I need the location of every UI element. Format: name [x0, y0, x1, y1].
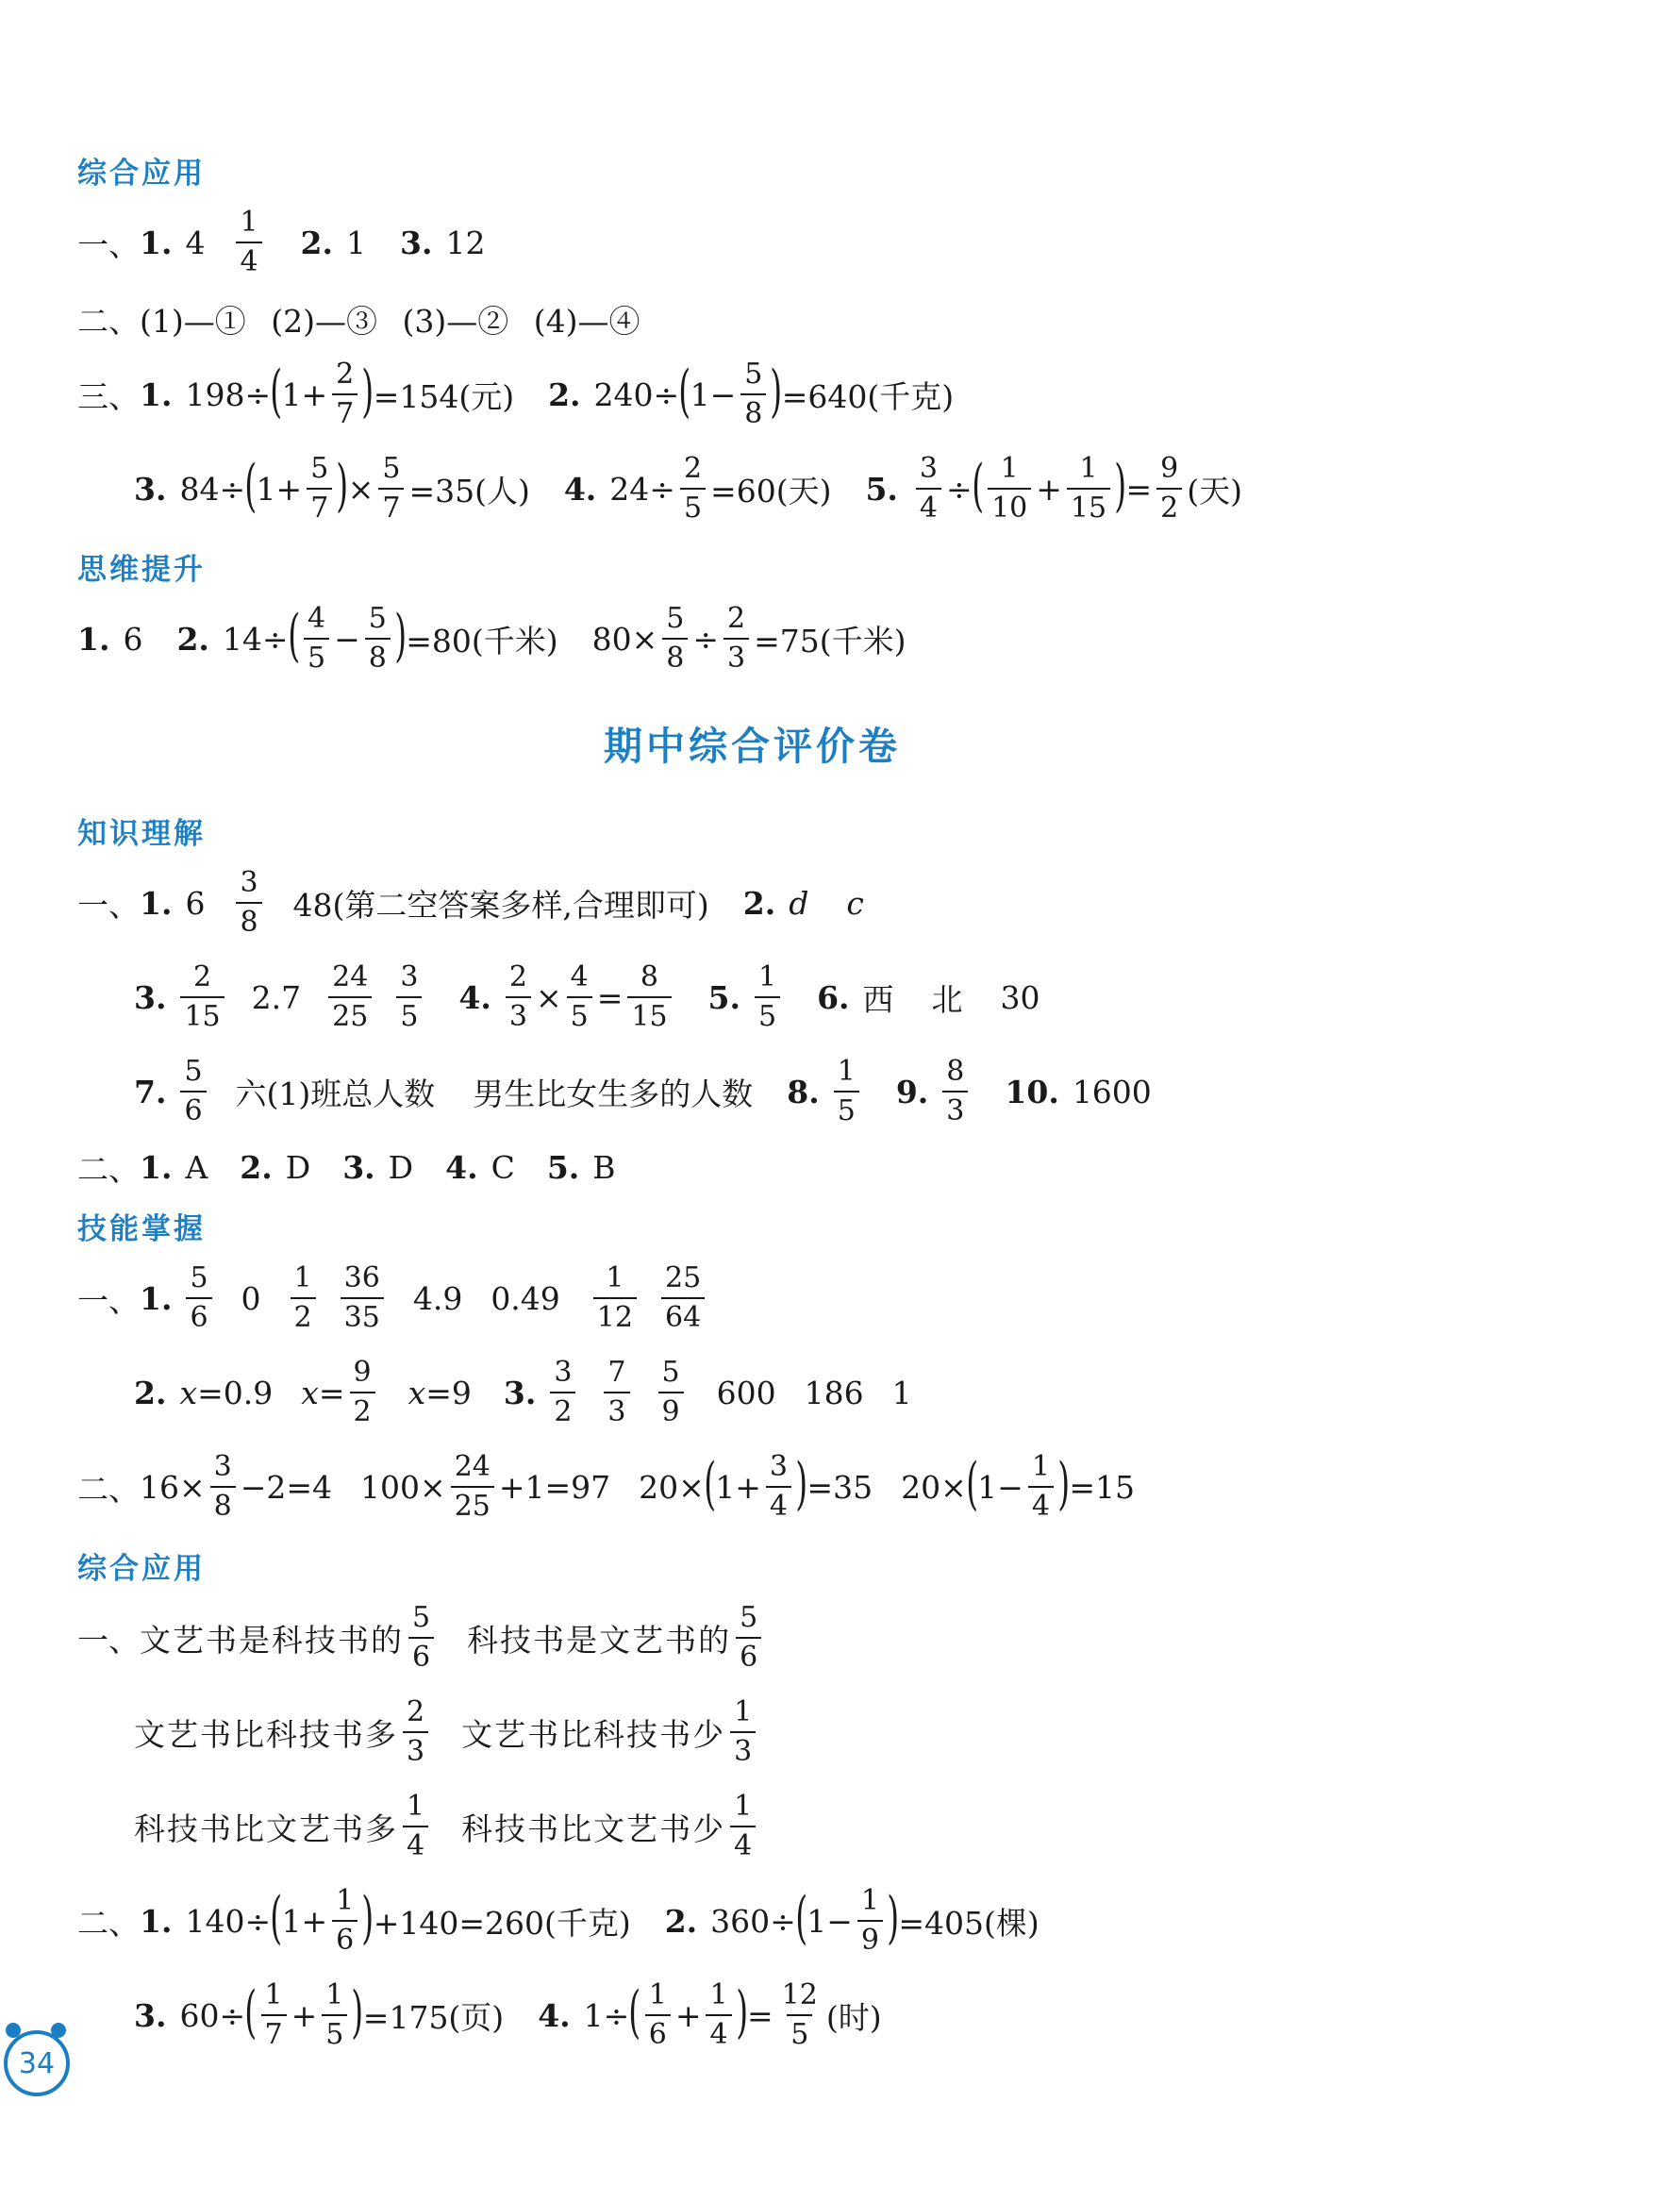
section-heading: 知识理解 — [77, 817, 206, 851]
fraction: $\frac{1}{4}$ — [706, 1981, 731, 2049]
fraction: $\frac{1}{4}$ — [236, 209, 261, 276]
page-title: 期中综合评价卷 — [604, 724, 901, 769]
answer-line: 三、 1. 198÷ ( 1+ $\frac{2}{7}$ ) =154(元) 2. 240÷ ( 1− $\frac{5}{8}$ ) =640(千克) — [77, 358, 955, 430]
fraction: $\frac{5}{7}$ — [378, 455, 404, 523]
answer-line: 文艺书比科技书多 $\frac{2}{3}$ 文艺书比科技书少 $\frac{1}{3}$ — [134, 1690, 760, 1775]
fraction: $\frac{3}{8}$ — [210, 1453, 236, 1521]
fraction: $\frac{1}{3}$ — [730, 1698, 756, 1766]
fraction: $\frac{1}{5}$ — [834, 1058, 859, 1126]
answer-line: 二、 1. A 2. D 3. D 4. C 5. B — [77, 1148, 616, 1188]
fraction: $\frac{1}{4}$ — [730, 1793, 756, 1860]
fraction: $\frac{1}{9}$ — [857, 1887, 883, 1955]
answer-line: 1. 6 2. 14÷ ( $\frac{4}{5}$ − $\frac{5}{8}$ ) =80(千米) 80× $\frac{5}{8}$ ÷ $\frac{2}{3}$ =75(千米) — [77, 602, 907, 675]
fraction: $\frac{8}{15}$ — [627, 963, 671, 1031]
fraction: $\frac{1}{7}$ — [261, 1981, 287, 2049]
fraction: $\frac{25}{64}$ — [661, 1264, 705, 1332]
fraction: $\frac{2}{3}$ — [403, 1698, 428, 1766]
fraction: $\frac{3}{2}$ — [550, 1359, 575, 1426]
fraction: $\frac{5}{6}$ — [736, 1604, 761, 1672]
fraction: $\frac{12}{5}$ — [781, 1978, 818, 2051]
fraction: $\frac{1}{4}$ — [1028, 1453, 1054, 1521]
answer-line: 一、 文艺书是科技书的 $\frac{5}{6}$ 科技书是文艺书的 $\frac{5}{6}$ — [77, 1595, 766, 1680]
fraction: $\frac{24}{25}$ — [328, 963, 372, 1031]
fraction: $\frac{5}{9}$ — [658, 1359, 684, 1426]
fraction: $\frac{3}{4}$ — [916, 455, 941, 523]
fraction: $\frac{1}{6}$ — [332, 1887, 358, 1955]
section-heading: 技能掌握 — [77, 1212, 206, 1246]
answer-line: 3. 84÷ ( 1+ $\frac{5}{7}$ ) × $\frac{5}{7}$ =35(人) 4. 24÷ $\frac{2}{5}$ =60(天) 5. $\frac{3}{4}$ ÷ ( $\frac{1}{10}$ + $\frac{1}{15}$ ) = $\frac{9}{2}$ (天) — [134, 452, 1243, 525]
fraction: $\frac{36}{35}$ — [341, 1264, 384, 1332]
fraction: $\frac{5}{6}$ — [180, 1058, 206, 1126]
answer-line: 二、 1. 140÷ ( 1+ $\frac{1}{6}$ ) +140=260(千克) 2. 360÷ ( 1− $\frac{1}{9}$ ) =405(棵) — [77, 1884, 1040, 1957]
fraction: $\frac{3}{4}$ — [766, 1453, 791, 1521]
fraction: $\frac{5}{6}$ — [186, 1264, 211, 1332]
fraction: $\frac{2}{7}$ — [332, 360, 358, 428]
fraction: $\frac{1}{2}$ — [291, 1264, 316, 1332]
answer-line: 一、 1. $\frac{5}{6}$ 0 $\frac{1}{2}$ $\frac{36}{35}$ 4.9 0.49 $\frac{1}{12}$ $\frac{25}{64}$ — [77, 1256, 709, 1341]
fraction: $\frac{1}{15}$ — [1067, 455, 1110, 523]
answer-line: 2. x =0.9 x = $\frac{9}{2}$ x =9 3. $\frac{3}{2}$ $\frac{7}{3}$ $\frac{5}{9}$ 600 186 1 — [134, 1356, 912, 1428]
fraction: $\frac{4}{5}$ — [567, 963, 592, 1031]
section-heading: 思维提升 — [77, 553, 206, 587]
answer-line: 3. $\frac{2}{15}$ 2.7 $\frac{24}{25}$ $\frac{3}{5}$ 4. $\frac{2}{3}$ × $\frac{4}{5}$ = $\frac{8}{15}$ 5. $\frac{1}{5}$ 6. 西 北 30 — [134, 960, 1040, 1033]
fraction: $\frac{1}{4}$ — [403, 1793, 428, 1860]
fraction: $\frac{5}{6}$ — [408, 1604, 434, 1672]
fraction: $\frac{1}{10}$ — [988, 455, 1031, 523]
answer-line: 一、 1. 6 $\frac{3}{8}$ 48(第二空答案多样,合理即可) 2. d c — [77, 866, 864, 939]
answer-line: 二、(1)—① (2)—③ (3)—② (4)—④ — [77, 302, 640, 340]
fraction: $\frac{5}{8}$ — [662, 605, 688, 673]
answer-line: 3. 60÷ ( $\frac{1}{7}$ + $\frac{1}{5}$ ) =175(页) 4. 1÷ ( $\frac{1}{6}$ + $\frac{1}{4}$ ) = $\frac{12}{5}$ (时) — [134, 1978, 882, 2051]
fraction: $\frac{8}{3}$ — [942, 1058, 968, 1126]
fraction: $\frac{2}{3}$ — [724, 605, 749, 673]
fraction: $\frac{5}{8}$ — [365, 605, 391, 673]
fraction: $\frac{7}{3}$ — [604, 1359, 629, 1426]
fraction: $\frac{3}{5}$ — [396, 963, 422, 1031]
fraction: $\frac{1}{6}$ — [645, 1981, 671, 2049]
fraction: $\frac{3}{8}$ — [236, 869, 261, 937]
section-heading: 综合应用 — [77, 1552, 206, 1586]
fraction: $\frac{9}{2}$ — [1156, 455, 1182, 523]
fraction: $\frac{1}{5}$ — [755, 963, 780, 1031]
fraction: $\frac{1}{12}$ — [593, 1264, 637, 1332]
answer-line: 一、 1. 4 $\frac{1}{4}$ 2. 1 3. 12 — [77, 206, 486, 278]
fraction: $\frac{24}{25}$ — [451, 1453, 494, 1521]
fraction: $\frac{2}{3}$ — [506, 963, 531, 1031]
page-number: 34 — [4, 2030, 70, 2096]
fraction: $\frac{9}{2}$ — [350, 1359, 375, 1426]
answer-line: 7. $\frac{5}{6}$ 六(1)班总人数 男生比女生多的人数 8. $\frac{1}{5}$ 9. $\frac{8}{3}$ 10. 1600 — [134, 1055, 1152, 1127]
fraction: $\frac{1}{5}$ — [322, 1981, 347, 2049]
fraction: $\frac{2}{15}$ — [180, 963, 224, 1031]
fraction: $\frac{5}{8}$ — [740, 360, 766, 428]
fraction: $\frac{2}{5}$ — [680, 455, 706, 523]
fraction: $\frac{4}{5}$ — [304, 605, 329, 673]
answer-line: 二、 16× $\frac{3}{8}$ −2=4 100× $\frac{24}{25}$ +1=97 20× ( 1+ $\frac{3}{4}$ ) =35 20× ( 1− $\frac{1}{4}$ ) =15 — [77, 1450, 1135, 1523]
fraction: $\frac{5}{7}$ — [307, 455, 332, 523]
section-heading: 综合应用 — [77, 157, 206, 191]
answer-line: 科技书比文艺书多 $\frac{1}{4}$ 科技书比文艺书少 $\frac{1}{4}$ — [134, 1784, 760, 1869]
